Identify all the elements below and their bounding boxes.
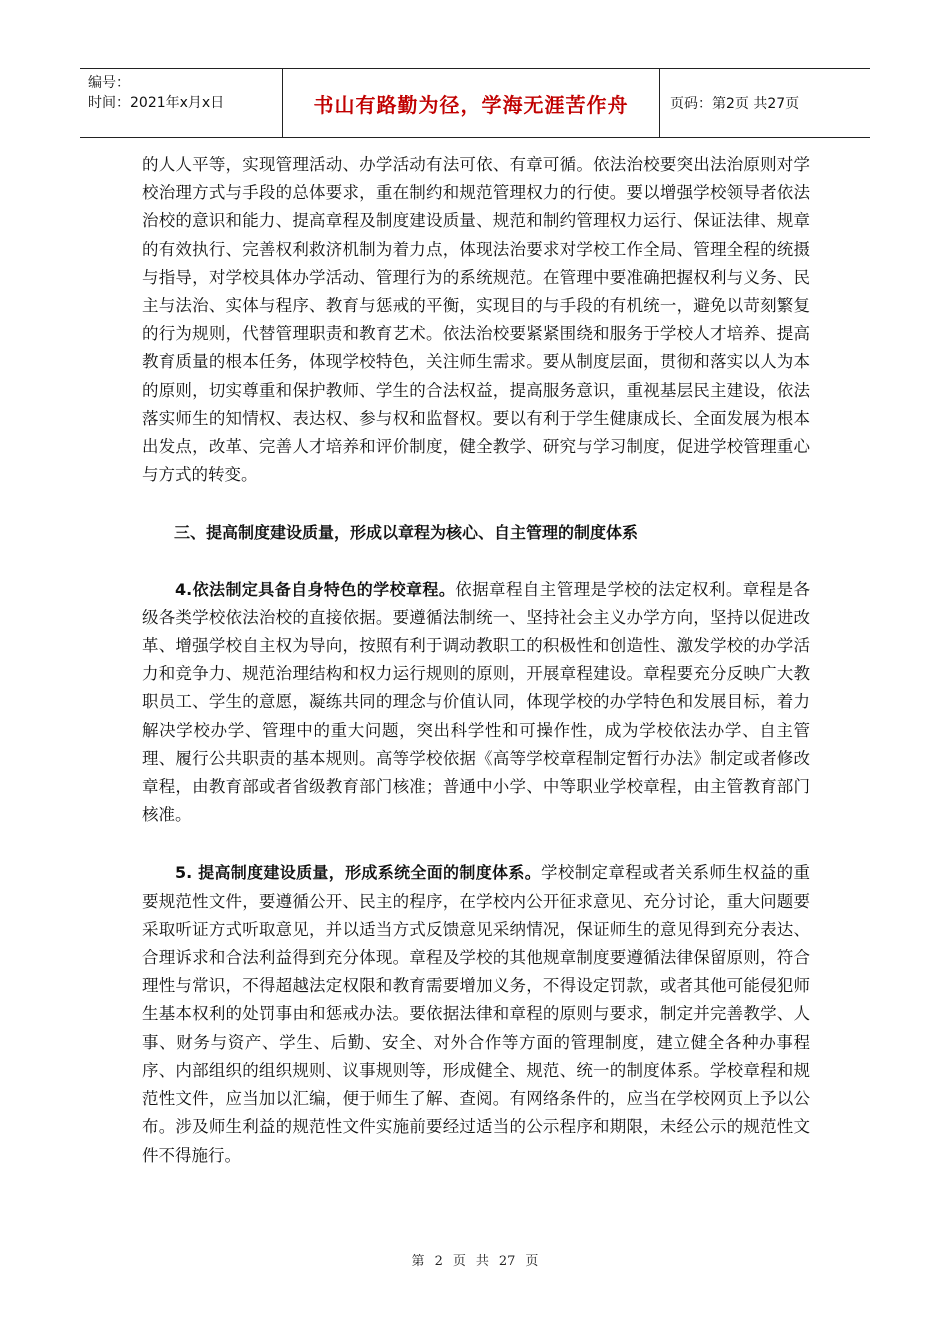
document-number-label: 编号： (88, 75, 130, 91)
section-heading-3: 三、提高制度建设质量，形成以章程为核心、自主管理的制度体系 (174, 523, 639, 543)
footer-page-number: 2 (434, 1254, 443, 1269)
footer-ye-2: 页 (525, 1254, 539, 1269)
page-footer (0, 1250, 950, 1269)
paragraph-continued: 的人人平等，实现管理活动、办学活动有法可依、有章可循。依法治校要突出法治原则对学校治理方式与手段的总体要求，重在制约和规范管理权力的行使。要以增强学校领导者依法治校的意识和能力、提高章程及制度建设质量、规范和制约管理权力运行、保证法律、规章的有效执行、完善权利救济机制为着力点，体现法治要求对学校工作全局、管理全程的统摄与指导，对学校具体办学活动、管理行为的系统规范。在管理中要准确把握权利与义务、民主与法治、实体与程序、教育与惩戒的平衡，实现目的与手段的有机统一，避免以苛刻繁复的行为规则，代替管理职责和教育艺术。依法治校要紧紧围绕和服务于学校人才培养、提高教育质量的根本任务，体现学校特色，关注师生需求。要从制度层面，贯彻和落实以人为本的原则，切实尊重和保护教师、学生的合法权益，提高服务意识，重视基层民主建设，依法落实师生的知情权、表达权、参与权和监督权。要以有利于学生健康成长、全面发展为根本出发点，改革、完善人才培养和评价制度，健全教学、研究与学习制度，促进学校管理重心与方式的转变。 (142, 155, 810, 485)
footer-di: 第 (411, 1254, 425, 1269)
paragraph-4 (142, 576, 810, 830)
header-meta (80, 69, 283, 137)
footer-gong: 共 (475, 1254, 489, 1269)
paragraph-5-title: 5. 提高制度建设质量，形成系统全面的制度体系。 (175, 863, 542, 883)
document-body (142, 151, 810, 1170)
header-page-info: 页码：第2页 共27页 (670, 96, 800, 112)
footer-ye: 页 (452, 1254, 466, 1269)
paragraph-5-text: 学校制定章程或者关系师生权益的重要规范性文件，要遵循公开、民主的程序，在学校内公开征求意见、充分讨论，重大问题要采取听证方式听取意见，并以适当方式反馈意见采纳情况，保证师生的意见得到充分表达、合理诉求和合法利益得到充分体现。章程及学校的其他规章制度要遵循法律保留原则，符合理性与常识，不得超越法定权限和教育需要增加义务，不得设定罚款，或者其他可能侵犯师生基本权利的处罚事由和惩戒办法。要依据法律和章程的原则与要求，制定并完善教学、人事、财务与资产、学生、后勤、安全、对外合作等方面的管理制度，建立健全各种办事程序、内部组织的组织规则、议事规则等，形成健全、规范、统一的制度体系。学校章程和规范性文件，应当加以汇编，便于师生了解、查阅。有网络条件的，应当在学校网页上予以公布。涉及师生利益的规范性文件实施前要经过适当的公示程序和期限，未经公示的规范性文件不得施行。 (142, 863, 810, 1165)
footer-total-pages: 27 (498, 1254, 516, 1269)
paragraph-4-title: 4.依法制定具备自身特色的学校章程。 (175, 579, 456, 599)
paragraph-5 (142, 859, 810, 1169)
document-date: 时间：2021年x月x日 (88, 95, 225, 111)
page-header (80, 68, 870, 138)
header-motto: 书山有路勤为径，学海无涯苦作舟 (283, 69, 660, 137)
paragraph-4-text: 依据章程自主管理是学校的法定权利。章程是各级各类学校依法治校的直接依据。要遵循法制统一、坚持社会主义办学方向，坚持以促进改革、增强学校自主权为导向，按照有利于调动教职工的积极性和创造性、激发学校的办学活力和竞争力、规范治理结构和权力运行规则的原则，开展章程建设。章程要充分反映广大教职员工、学生的意愿，凝练共同的理念与价值认同，体现学校的办学特色和发展目标，着力解决学校办学、管理中的重大问题，突出科学性和可操作性，成为学校依法办学、自主管理、履行公共职责的基本规则。高等学校依据《高等学校章程制定暂行办法》制定或者修改章程，由教育部或者省级教育部门核准；普通中小学、中等职业学校章程，由主管教育部门核准。 (142, 579, 810, 825)
